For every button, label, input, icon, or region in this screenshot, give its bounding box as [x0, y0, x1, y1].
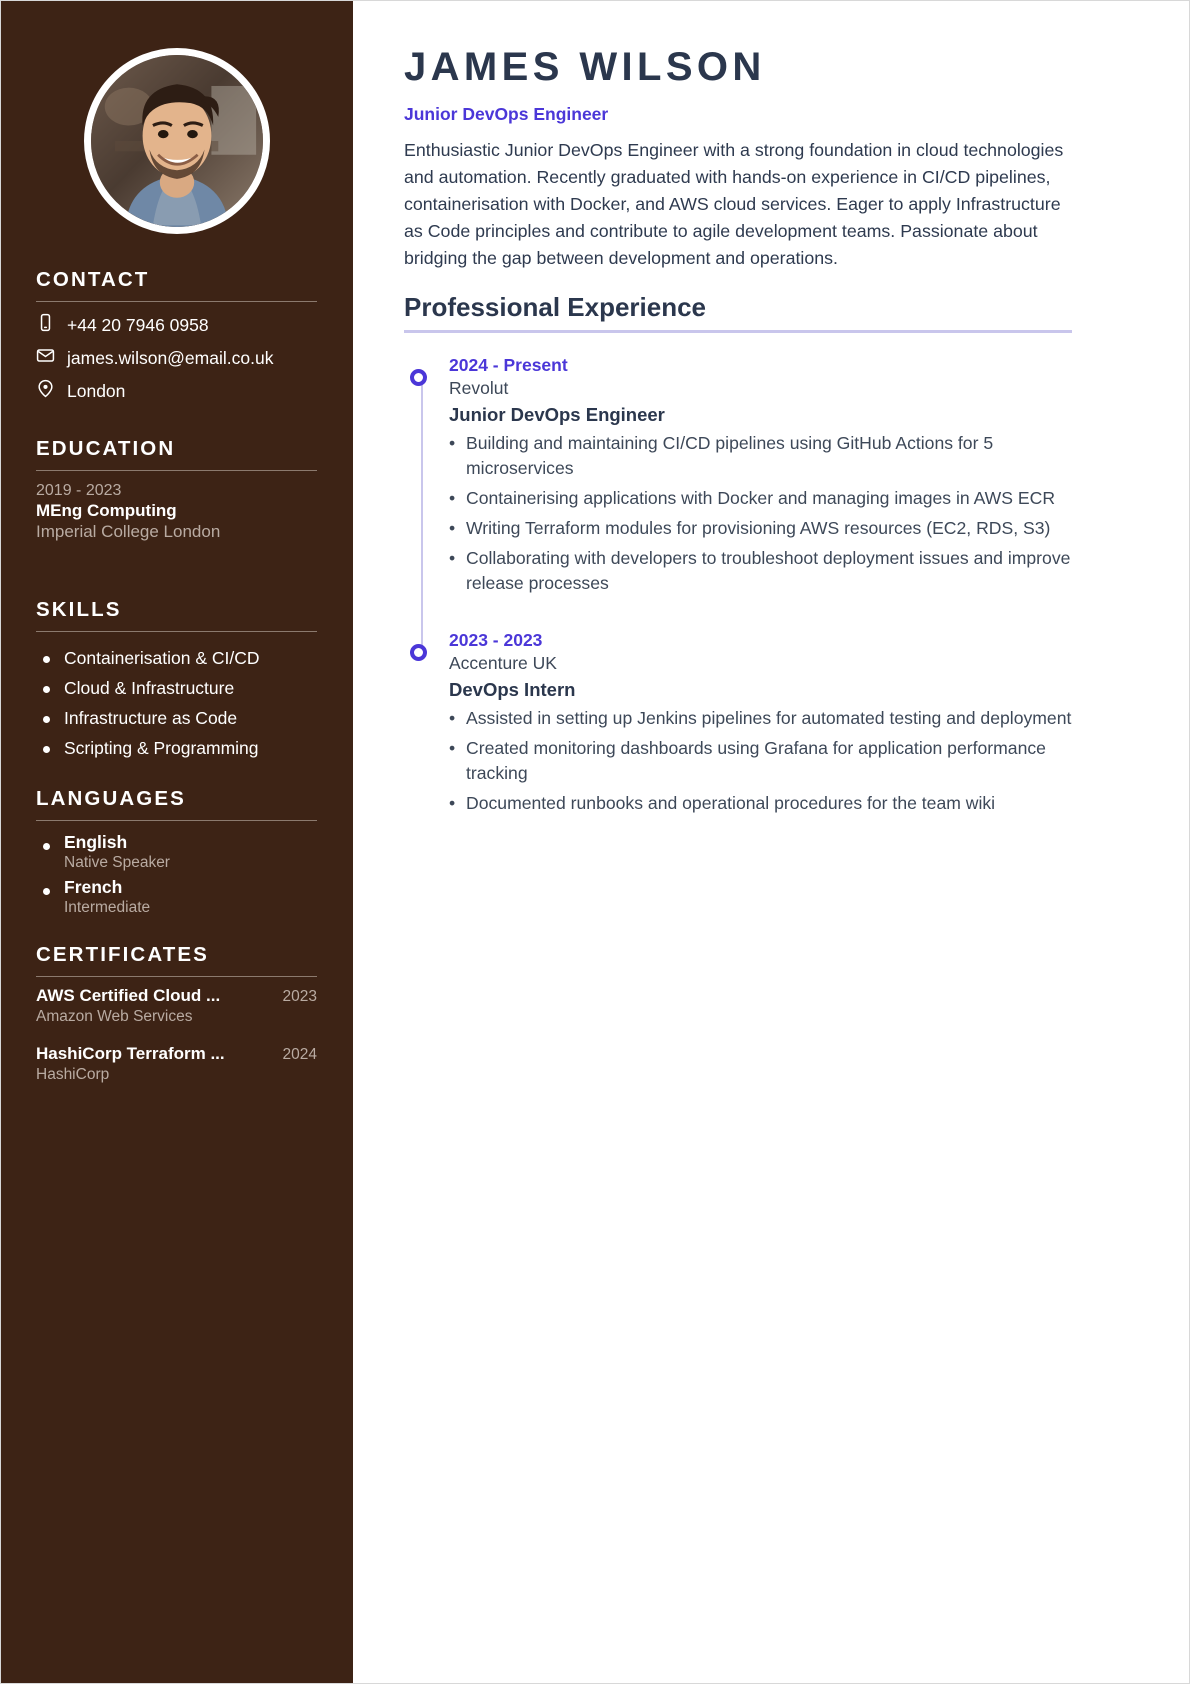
- experience-title: Junior DevOps Engineer: [449, 404, 665, 426]
- experience-dates: 2024 - Present: [449, 355, 568, 376]
- contact-item-email[interactable]: [36, 346, 317, 370]
- contact-divider: [36, 301, 317, 302]
- languages-divider: [36, 820, 317, 821]
- certificate-item: [36, 1044, 317, 1084]
- skills-divider: [36, 631, 317, 632]
- skill-item: Containerisation & CI/CD: [36, 643, 317, 673]
- certificate-name: HashiCorp Terraform ...: [36, 1044, 225, 1064]
- experience-dates: 2023 - 2023: [449, 630, 543, 651]
- contact-list: [36, 313, 317, 403]
- timeline-dot-icon: [410, 644, 427, 661]
- contact-value-phone: +44 20 7946 0958: [67, 314, 209, 335]
- language-item: [36, 877, 317, 917]
- page-title: JAMES WILSON: [404, 45, 766, 89]
- contact-item-location[interactable]: [36, 379, 317, 403]
- experience-bullet: • Containerising applications with Docker and managing images in AWS ECR: [449, 486, 1072, 511]
- skills-list: [36, 643, 317, 763]
- professional-summary: Enthusiastic Junior DevOps Engineer with a strong foundation in cloud technologies and automation. Recently graduated with hands-on experience in CI/CD pipelines, containerisation with Docker, and AWS cloud services. Eager to apply Infrastructure as Code principles and contribute to agile development teams. Passionate about bridging the gap between development and operations.: [404, 140, 1064, 269]
- languages-list: [36, 832, 317, 917]
- certificate-issuer: HashiCorp: [36, 1066, 110, 1084]
- experience-bullet: • Assisted in setting up Jenkins pipelines for automated testing and deployment: [449, 706, 1072, 731]
- phone-icon: [36, 313, 55, 337]
- location-pin-icon: [36, 379, 55, 403]
- certificate-year: 2023: [282, 988, 317, 1006]
- contact-value-email: james.wilson@email.co.uk: [67, 347, 274, 368]
- skill-item: Cloud & Infrastructure: [36, 673, 317, 703]
- certificate-issuer: Amazon Web Services: [36, 1008, 193, 1026]
- avatar-container: [0, 0, 353, 234]
- experience-section-divider: [404, 330, 1072, 333]
- experience-bullet: • Writing Terraform modules for provisioning AWS resources (EC2, RDS, S3): [449, 516, 1072, 541]
- experience-bullets: [449, 706, 1072, 816]
- certificate-header: [36, 1044, 317, 1064]
- skill-item: Infrastructure as Code: [36, 703, 317, 733]
- timeline-connector-line: [421, 378, 423, 653]
- contact-value-location: London: [67, 380, 126, 401]
- avatar: [84, 48, 270, 234]
- language-name: French: [64, 877, 123, 898]
- experience-timeline: [404, 355, 1072, 816]
- experience-section-heading: Professional Experience: [404, 292, 707, 323]
- education-school: Imperial College London: [36, 522, 221, 541]
- certificate-name: AWS Certified Cloud ...: [36, 986, 221, 1006]
- experience-title: DevOps Intern: [449, 679, 576, 701]
- experience-bullet: • Documented runbooks and operational procedures for the team wiki: [449, 791, 1072, 816]
- certificates-list: [36, 986, 317, 1084]
- sidebar: [0, 0, 353, 1684]
- experience-company: Accenture UK: [449, 653, 557, 674]
- education-heading: EDUCATION: [36, 437, 176, 460]
- sidebar-content: [0, 268, 353, 1084]
- language-name: English: [64, 832, 128, 853]
- contact-item-phone[interactable]: [36, 313, 317, 337]
- contact-heading: CONTACT: [36, 268, 150, 291]
- education-divider: [36, 470, 317, 471]
- experience-item: [449, 355, 1072, 596]
- experience-bullets: [449, 431, 1072, 596]
- skill-item: Scripting & Programming: [36, 733, 317, 763]
- certificate-item: [36, 986, 317, 1026]
- profile-photo-icon: [91, 55, 263, 227]
- job-role-subtitle: Junior DevOps Engineer: [404, 104, 609, 124]
- certificates-divider: [36, 976, 317, 977]
- education-dates: 2019 - 2023: [36, 482, 122, 499]
- language-item: [36, 832, 317, 872]
- language-level: Intermediate: [64, 899, 151, 917]
- languages-heading: LANGUAGES: [36, 787, 186, 811]
- education-item: [36, 482, 317, 542]
- envelope-icon: [36, 346, 55, 370]
- experience-bullet: • Created monitoring dashboards using Grafana for application performance tracking: [449, 736, 1072, 786]
- certificate-year: 2024: [282, 1046, 317, 1064]
- experience-company: Revolut: [449, 378, 509, 399]
- timeline-dot-icon: [410, 369, 427, 386]
- experience-bullet: • Building and maintaining CI/CD pipelines using GitHub Actions for 5 microservices: [449, 431, 1072, 481]
- certificates-heading: CERTIFICATES: [36, 943, 209, 967]
- experience-bullet: • Collaborating with developers to troubleshoot deployment issues and improve release processes: [449, 546, 1072, 596]
- experience-item: [449, 630, 1072, 816]
- language-level: Native Speaker: [64, 854, 170, 872]
- main-content: [353, 0, 1190, 1684]
- education-degree: MEng Computing: [36, 501, 177, 520]
- certificate-header: [36, 986, 317, 1006]
- skills-heading: SKILLS: [36, 598, 122, 621]
